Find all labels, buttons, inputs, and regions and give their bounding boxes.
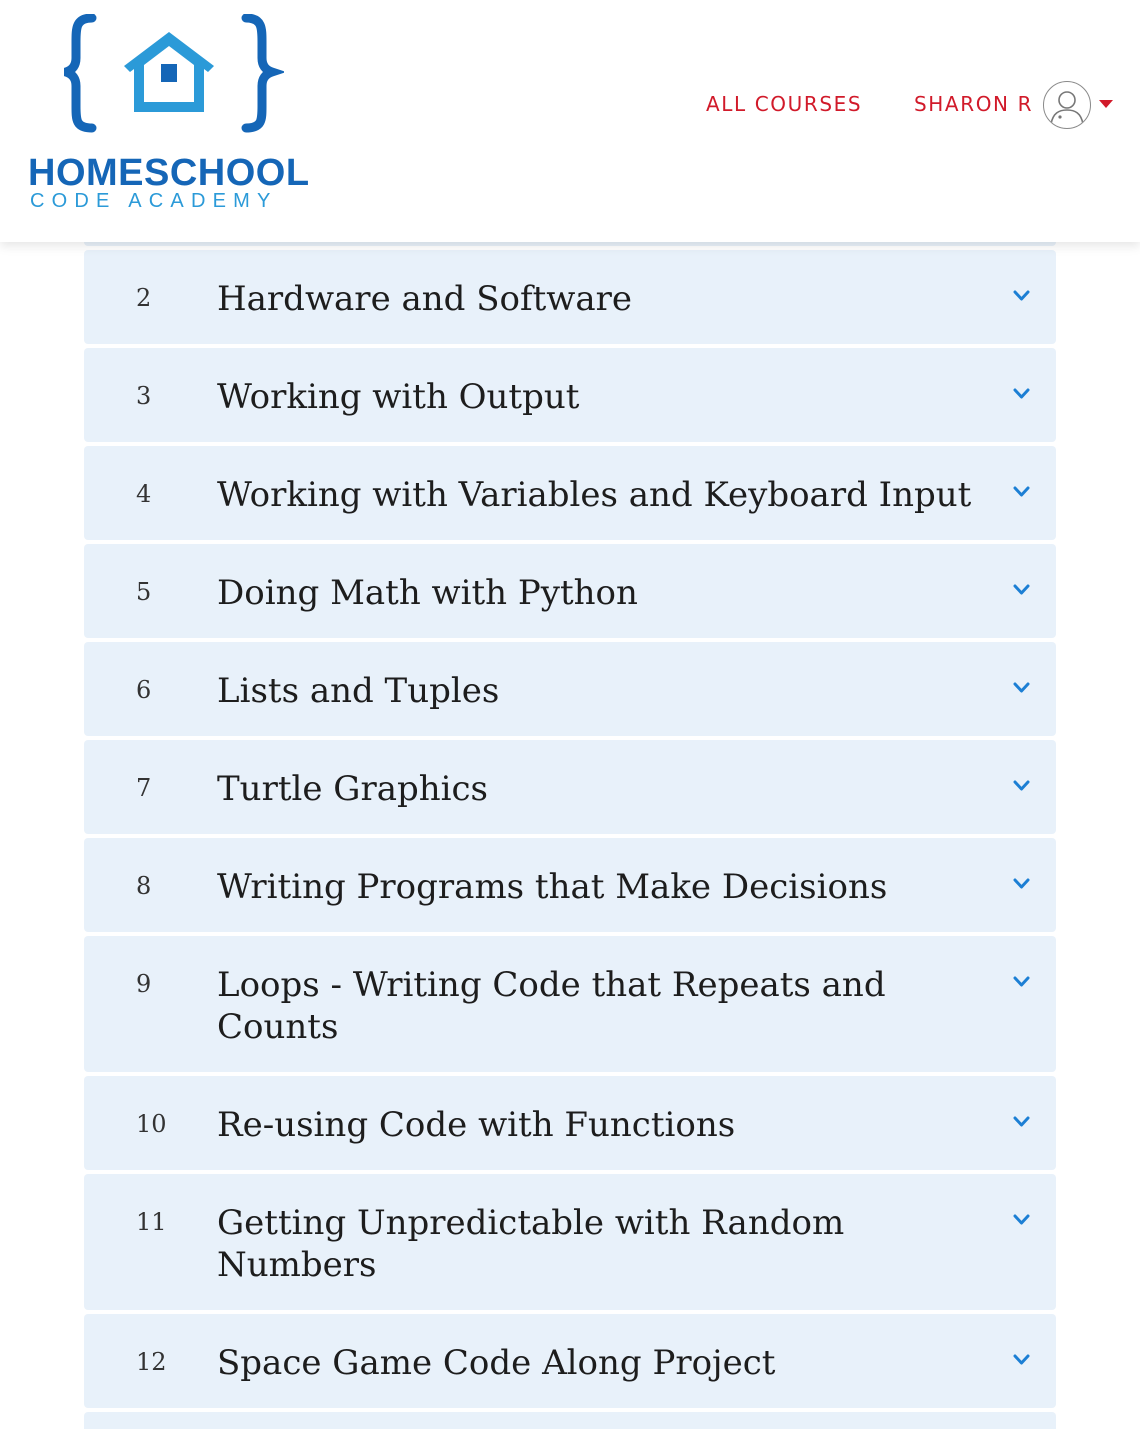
curriculum-section[interactable] <box>84 446 1056 540</box>
curriculum-section[interactable] <box>84 1314 1056 1408</box>
section-number: 5 <box>136 578 152 606</box>
section-number: 12 <box>136 1348 167 1376</box>
section-title: Hardware and Software <box>217 279 632 319</box>
curriculum-section[interactable] <box>84 250 1056 344</box>
chevron-down-icon[interactable] <box>1013 780 1030 792</box>
site-logo[interactable] <box>28 14 328 212</box>
section-title: Doing Math with Python <box>217 573 638 613</box>
section-title: Turtle Graphics <box>217 769 489 809</box>
curriculum-section-partial[interactable] <box>84 1412 1056 1429</box>
section-title: Re-using Code with Functions <box>217 1105 736 1145</box>
section-number: 10 <box>136 1110 167 1138</box>
chevron-down-icon[interactable] <box>1013 1116 1030 1128</box>
logo-subtitle: CODE ACADEMY <box>30 190 278 212</box>
chevron-down-icon[interactable] <box>1013 388 1030 400</box>
section-number: 9 <box>136 970 152 998</box>
all-courses-link[interactable]: ALL COURSES <box>706 92 863 116</box>
curriculum-section[interactable] <box>84 544 1056 638</box>
section-title: Working with Variables and Keyboard Input <box>217 475 972 515</box>
section-number: 7 <box>136 774 152 802</box>
section-number: 8 <box>136 872 152 900</box>
section-title: Writing Programs that Make Decisions <box>217 867 888 907</box>
section-title: Getting Unpredictable with Random Numbers <box>217 1203 845 1285</box>
section-title: Loops - Writing Code that Repeats and Counts <box>217 965 886 1047</box>
section-title: Lists and Tuples <box>217 671 500 711</box>
chevron-down-icon[interactable] <box>1013 976 1030 988</box>
chevron-down-icon[interactable] <box>1013 290 1030 302</box>
section-title: Working with Output <box>217 377 580 417</box>
chevron-down-icon[interactable] <box>1013 486 1030 498</box>
section-number: 3 <box>136 382 152 410</box>
curriculum-section[interactable] <box>84 838 1056 932</box>
caret-down-icon[interactable] <box>1099 100 1113 108</box>
section-number: 2 <box>136 284 152 312</box>
curriculum-section[interactable] <box>84 1076 1056 1170</box>
chevron-down-icon[interactable] <box>1013 1354 1030 1366</box>
user-avatar-icon[interactable] <box>1043 81 1091 129</box>
curriculum-section[interactable] <box>84 740 1056 834</box>
chevron-down-icon[interactable] <box>1013 1214 1030 1226</box>
curriculum-section[interactable] <box>84 348 1056 442</box>
chevron-down-icon[interactable] <box>1013 682 1030 694</box>
section-number: 4 <box>136 480 152 508</box>
curriculum-section[interactable] <box>84 642 1056 736</box>
chevron-down-icon[interactable] <box>1013 878 1030 890</box>
logo-title: HOMESCHOOL <box>28 152 310 194</box>
section-number: 6 <box>136 676 152 704</box>
site-header <box>0 0 1140 242</box>
curriculum-section[interactable] <box>84 1174 1056 1310</box>
logo-house-icon <box>64 14 284 134</box>
section-number: 11 <box>136 1208 167 1236</box>
curriculum-section[interactable] <box>84 936 1056 1072</box>
chevron-down-icon[interactable] <box>1013 584 1030 596</box>
user-menu-name[interactable]: SHARON R <box>914 92 1034 116</box>
section-title: Space Game Code Along Project <box>217 1343 776 1383</box>
